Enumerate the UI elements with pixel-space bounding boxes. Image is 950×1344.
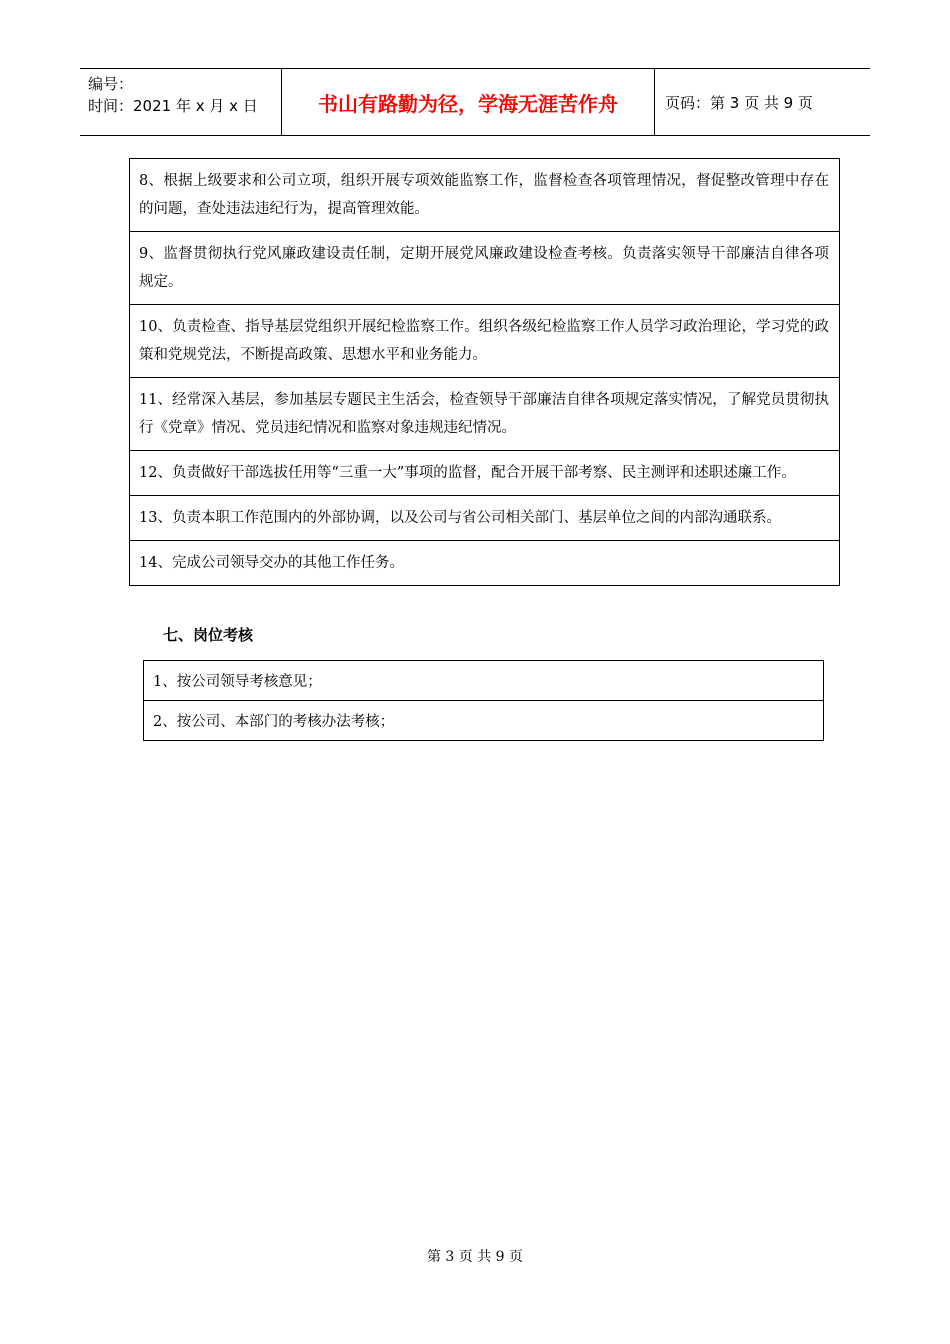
page-header (80, 68, 870, 136)
duty-row: 8、根据上级要求和公司立项，组织开展专项效能监察工作，监督检查各项管理情况，督促整改管理中存在的问题，查处违法违纪行为，提高管理效能。 (130, 159, 839, 232)
header-page-code: 页码：第 3 页 共 9 页 (665, 93, 813, 112)
document-number-label: 编号： (88, 75, 134, 93)
duty-row: 12、负责做好干部选拔任用等“三重一大”事项的监督，配合开展干部考察、民主测评和述职述廉工作。 (130, 451, 839, 496)
header-motto: 书山有路勤为径，学海无涯苦作舟 (318, 91, 618, 116)
duty-row: 9、监督贯彻执行党风廉政建设责任制，定期开展党风廉政建设检查考核。负责落实领导干部廉洁自律各项规定。 (130, 232, 839, 305)
assessment-row: 1、按公司领导考核意见； (144, 661, 823, 701)
section-title: 七、岗位考核 (163, 626, 254, 644)
duty-table (129, 158, 840, 586)
assessment-table (143, 660, 824, 741)
duty-row: 13、负责本职工作范围内的外部协调，以及公司与省公司相关部门、基层单位之间的内部沟通联系。 (130, 496, 839, 541)
document-time-label: 时间：2021 年 x 月 x 日 (88, 97, 258, 115)
duty-row: 10、负责检查、指导基层党组织开展纪检监察工作。组织各级纪检监察工作人员学习政治理论，学习党的政策和党规党法，不断提高政策、思想水平和业务能力。 (130, 305, 839, 378)
page-footer: 第 3 页 共 9 页 (426, 1249, 524, 1265)
assessment-row: 2、按公司、本部门的考核办法考核； (144, 701, 823, 741)
header-page-cell (655, 69, 870, 135)
duty-row: 14、完成公司领导交办的其他工作任务。 (130, 541, 839, 586)
duty-row: 11、经常深入基层，参加基层专题民主生活会，检查领导干部廉洁自律各项规定落实情况，了解党员贯彻执行《党章》情况、党员违纪情况和监察对象违规违纪情况。 (130, 378, 839, 451)
header-motto-cell (282, 69, 655, 135)
header-info-cell (80, 69, 282, 135)
